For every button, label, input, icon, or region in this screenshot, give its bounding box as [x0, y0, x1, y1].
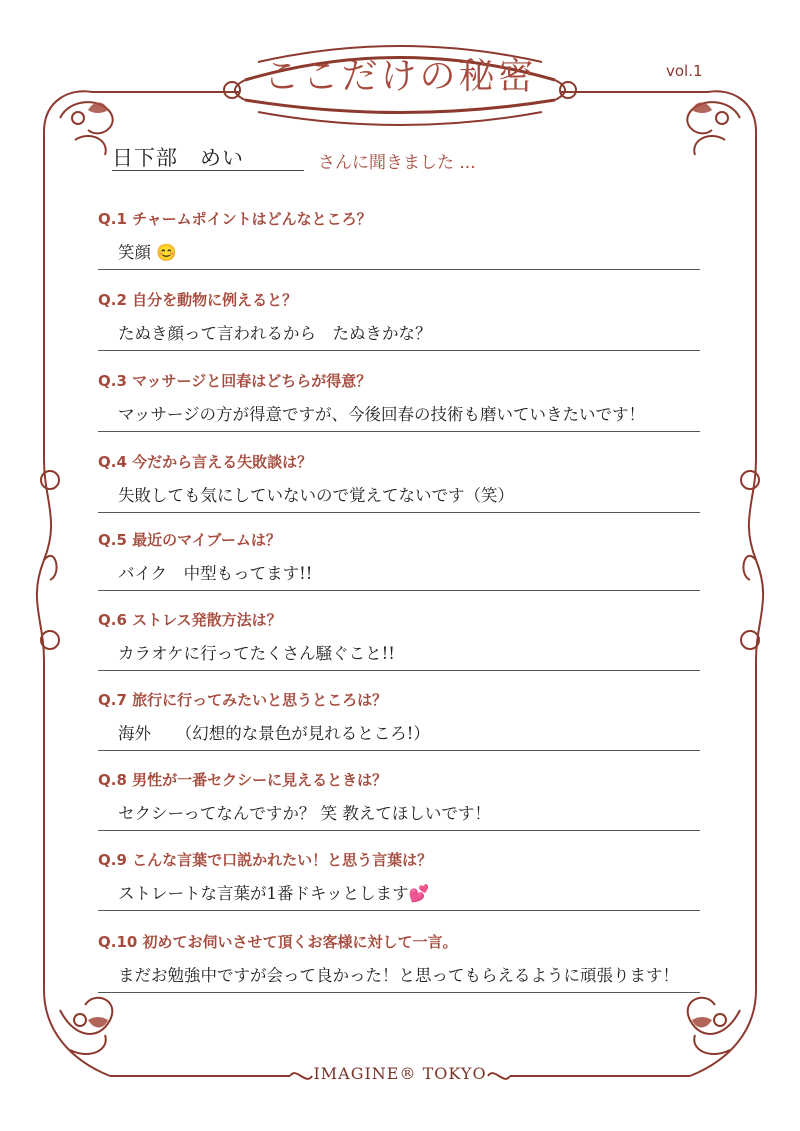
qa-item-4 [98, 451, 700, 513]
qa-item-1 [98, 208, 700, 270]
answer-9: ストレートな言葉が1番ドキッとします💕 [98, 880, 700, 911]
interviewee-suffix: さんに聞きました ... [318, 153, 476, 173]
answer-6: カラオケに行ってたくさん騒ぐこと!! [98, 640, 700, 671]
answer-7: 海外 （幻想的な景色が見れるところ!） [98, 720, 700, 751]
page-title: ここだけの秘密 [263, 56, 537, 97]
answer-3: マッサージの方が得意ですが、今後回春の技術も磨いていきたいです！ [98, 401, 700, 432]
qa-item-10 [98, 931, 700, 993]
qa-item-6 [98, 609, 700, 671]
interviewee-name: 日下部 めい [112, 142, 304, 171]
question-2: Q.2 自分を動物に例えると？ [98, 291, 298, 309]
qa-item-8 [98, 769, 700, 831]
question-5: Q.5 最近のマイブームは？ [98, 531, 281, 549]
question-4: Q.4 今だから言える失敗談は？ [98, 453, 313, 471]
answer-5: バイク 中型もってます!! [98, 560, 700, 591]
question-1: Q.1 チャームポイントはどんなところ？ [98, 210, 372, 228]
question-10: Q.10 初めてお伺いさせて頂くお客様に対して一言。 [98, 933, 458, 951]
question-7: Q.7 旅行に行ってみたいと思うところは？ [98, 691, 388, 709]
answer-2: たぬき顔って言われるから たぬきかな？ [98, 320, 700, 351]
question-6: Q.6 ストレス発散方法は？ [98, 611, 282, 629]
qa-item-2 [98, 289, 700, 351]
question-9: Q.9 こんな言葉で口説かれたい！と思う言葉は？ [98, 851, 433, 869]
answer-4: 失敗しても気にしていないので覚えてないです（笑） [98, 482, 700, 513]
qa-item-9 [98, 849, 700, 911]
qa-item-7 [98, 689, 700, 751]
qa-item-5 [98, 529, 700, 591]
qa-item-3 [98, 370, 700, 432]
question-8: Q.8 男性が一番セクシーに見えるときは？ [98, 771, 388, 789]
answer-10: まだお勉強中ですが会って良かった！と思ってもらえるように頑張ります！ [98, 962, 700, 993]
brand-logo: IMAGINE® TOKYO [313, 1064, 487, 1083]
answer-1: 笑顔 😊 [98, 239, 700, 270]
answer-8: セクシーってなんですか？ 笑 教えてほしいです！ [98, 800, 700, 831]
question-3: Q.3 マッサージと回春はどちらが得意？ [98, 372, 372, 390]
volume-label: vol.1 [666, 62, 703, 80]
